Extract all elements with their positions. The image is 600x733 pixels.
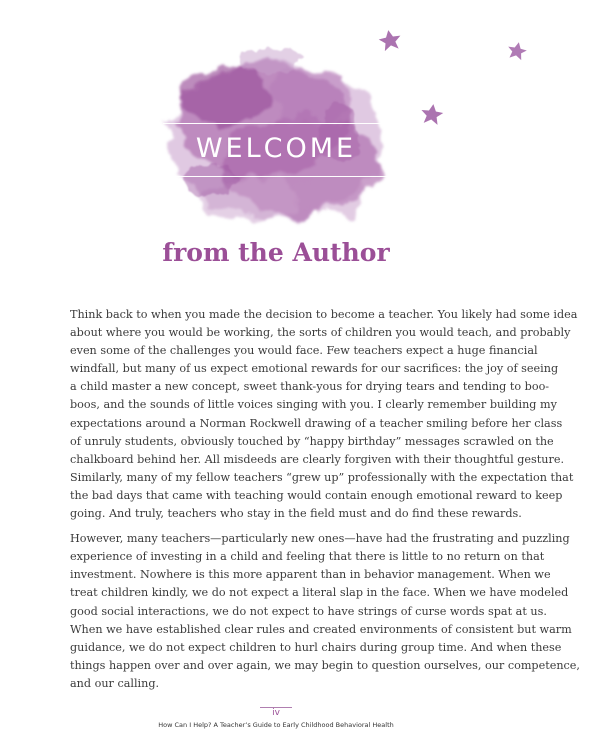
text-line: treat children kindly, we do not expect a literal slap in the face. When we have modeled [70,586,569,600]
watercolor-header-art [0,0,600,230]
text-line: When we have established clear rules and created environments of consistent but warm [70,622,572,636]
welcome-top-rule [163,123,388,124]
text-line: windfall, but many of us expect emotional rewards for our sacrifices: the joy of seeing [70,362,559,376]
page-number: iv [272,708,280,718]
text-line: about where you would be working, the sorts of children you would teach, and probably [70,326,571,340]
text-line: a child master a new concept, sweet thank-yous for drying tears and tending to boo- [70,380,550,394]
section-subtitle: from the Author [162,238,390,267]
text-line: going. And truly, teachers who stay in the field must and do find these rewards. [70,507,522,521]
text-line: experience of investing in a child and feeling that there is little to no return on that [70,550,545,564]
text-line: good social interactions, we do not expect to have strings of curse words spat at us. [70,604,547,618]
text-line: Similarly, many of my fellow teachers “grew up” professionally with the expectation that [70,470,574,484]
welcome-bottom-rule [163,176,388,177]
welcome-heading: WELCOME [195,133,357,164]
text-line: Think back to when you made the decision to become a teacher. You likely had some idea [70,308,578,321]
paragraph [70,306,578,523]
star-icon [420,103,445,126]
text-line: However, many teachers—particularly new ones—have had the frustrating and puzzling [70,532,570,546]
text-line: chalkboard behind her. All misdeeds are clearly forgiven with their thoughtful gesture. [70,452,565,466]
text-line: even some of the challenges you would face. Few teachers expect a huge financial [70,344,538,358]
text-line: things happen over and over again, we may begin to question ourselves, our competence, [70,658,580,672]
text-line: expectations around a Norman Rockwell drawing of a teacher smiling before her class [70,416,563,430]
paragraph [70,530,580,693]
star-icon [377,28,402,52]
body-text [70,306,580,693]
text-line: boos, and the sounds of little voices singing with you. I clearly remember building my [70,398,557,412]
text-line: investment. Nowhere is this more apparent than in behavior management. When we [70,568,551,582]
text-line: guidance, we do not expect children to hurl chairs during group time. And when these [70,640,562,654]
star-icon [506,40,528,61]
text-line: the bad days that came with teaching would contain enough emotional reward to keep [70,488,563,502]
running-footer-title: How Can I Help? A Teacher’s Guide to Early Childhood Behavioral Health [158,721,394,729]
text-line: of unruly students, obviously touched by “happy birthday” messages scrawled on the [70,434,554,448]
text-line: and our calling. [70,676,160,690]
